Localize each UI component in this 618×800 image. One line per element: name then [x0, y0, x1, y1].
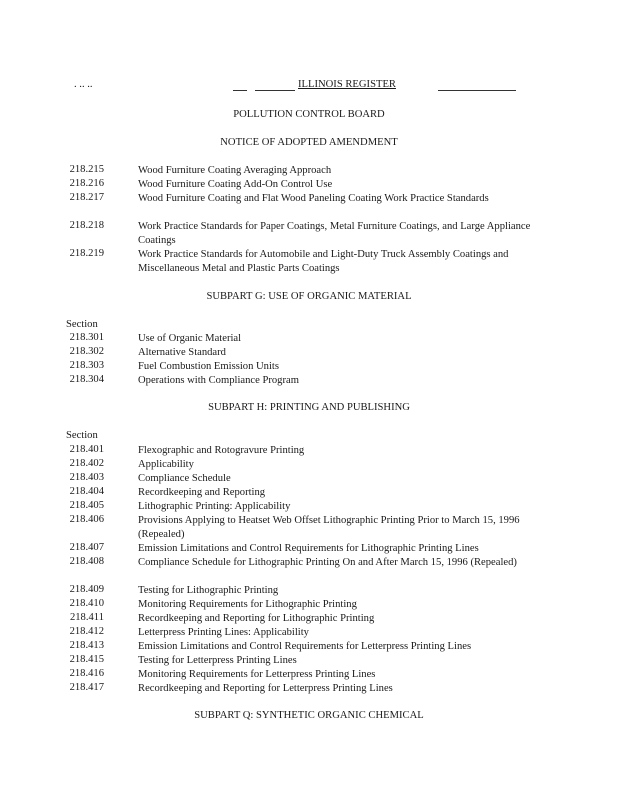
section-number: 218.409: [69, 584, 104, 595]
section-title: Work Practice Standards for Paper Coatings, Metal Furniture Coatings, and Large Appliance Coatings: [138, 221, 531, 246]
section-label: Section: [66, 319, 98, 330]
section-title: Wood Furniture Coating Averaging Approach: [138, 165, 332, 176]
section-title: Applicability: [138, 459, 194, 470]
header-rule: [255, 90, 295, 91]
section-number: 218.405: [69, 500, 104, 511]
section-number: 218.404: [69, 486, 104, 497]
section-number: 218.416: [69, 668, 104, 679]
notice-title: NOTICE OF ADOPTED AMENDMENT: [220, 137, 398, 148]
section-title: Wood Furniture Coating Add-On Control Use: [138, 179, 333, 190]
page-header: [60, 79, 520, 93]
register-title: ILLINOIS REGISTER: [298, 79, 396, 90]
section-number: 218.410: [69, 598, 104, 609]
section-title: Letterpress Printing Lines: Applicability: [138, 627, 309, 638]
section-number: 218.301: [69, 332, 104, 343]
section-number: 218.407: [69, 542, 104, 553]
subpart-q-heading: SUBPART Q: SYNTHETIC ORGANIC CHEMICAL: [194, 710, 424, 721]
section-number: 218.403: [69, 472, 104, 483]
section-title: Monitoring Requirements for Letterpress Printing Lines: [138, 669, 376, 680]
section-number: 218.303: [69, 360, 104, 371]
subpart-g-heading: SUBPART G: USE OF ORGANIC MATERIAL: [206, 291, 412, 302]
section-title: Operations with Compliance Program: [138, 375, 299, 386]
header-rule: [233, 90, 247, 91]
section-number: 218.412: [69, 626, 104, 637]
section-number: 218.415: [69, 654, 104, 665]
section-title: Work Practice Standards for Automobile and Light-Duty Truck Assembly Coatings and Miscellaneous Metal and Plastic Parts Coatings: [138, 249, 509, 274]
section-title: Monitoring Requirements for Lithographic Printing: [138, 599, 357, 610]
section-title: Recordkeeping and Reporting for Lithographic Printing: [138, 613, 375, 624]
header-rule: [438, 90, 516, 91]
section-number: 218.218: [69, 220, 104, 231]
section-title: Testing for Lithographic Printing: [138, 585, 279, 596]
section-number: 218.304: [69, 374, 104, 385]
section-title: Use of Organic Material: [138, 333, 242, 344]
section-title: Alternative Standard: [138, 347, 226, 358]
section-title: Recordkeeping and Reporting: [138, 487, 266, 498]
section-label: Section: [66, 430, 98, 441]
section-number: 218.402: [69, 458, 104, 469]
section-title: Recordkeeping and Reporting for Letterpress Printing Lines: [138, 683, 393, 694]
section-number: 218.217: [69, 192, 104, 203]
section-title: Compliance Schedule: [138, 473, 231, 484]
section-title: Flexographic and Rotogravure Printing: [138, 445, 305, 456]
section-number: 218.219: [69, 248, 104, 259]
section-number: 218.401: [69, 444, 104, 455]
section-title: Testing for Letterpress Printing Lines: [138, 655, 297, 666]
section-number: 218.411: [69, 612, 104, 623]
section-number: 218.216: [69, 178, 104, 189]
section-number: 218.413: [69, 640, 104, 651]
section-title: Provisions Applying to Heatset Web Offset Lithographic Printing Prior to March 15, 1996 (Repealed): [138, 515, 520, 540]
section-title: Fuel Combustion Emission Units: [138, 361, 279, 372]
section-title: Emission Limitations and Control Requirements for Lithographic Printing Lines: [138, 543, 479, 554]
section-number: 218.215: [69, 164, 104, 175]
section-number: 218.406: [69, 514, 104, 525]
header-dots: . .. ..: [74, 79, 93, 90]
section-title: Compliance Schedule for Lithographic Printing On and After March 15, 1996 (Repealed): [138, 557, 517, 568]
board-title: POLLUTION CONTROL BOARD: [233, 109, 385, 120]
section-title: Wood Furniture Coating and Flat Wood Paneling Coating Work Practice Standards: [138, 193, 489, 204]
section-number: 218.408: [69, 556, 104, 567]
subpart-h-heading: SUBPART H: PRINTING AND PUBLISHING: [208, 402, 410, 413]
section-title: Lithographic Printing: Applicability: [138, 501, 291, 512]
section-number: 218.417: [69, 682, 104, 693]
section-number: 218.302: [69, 346, 104, 357]
section-title: Emission Limitations and Control Requirements for Letterpress Printing Lines: [138, 641, 472, 652]
